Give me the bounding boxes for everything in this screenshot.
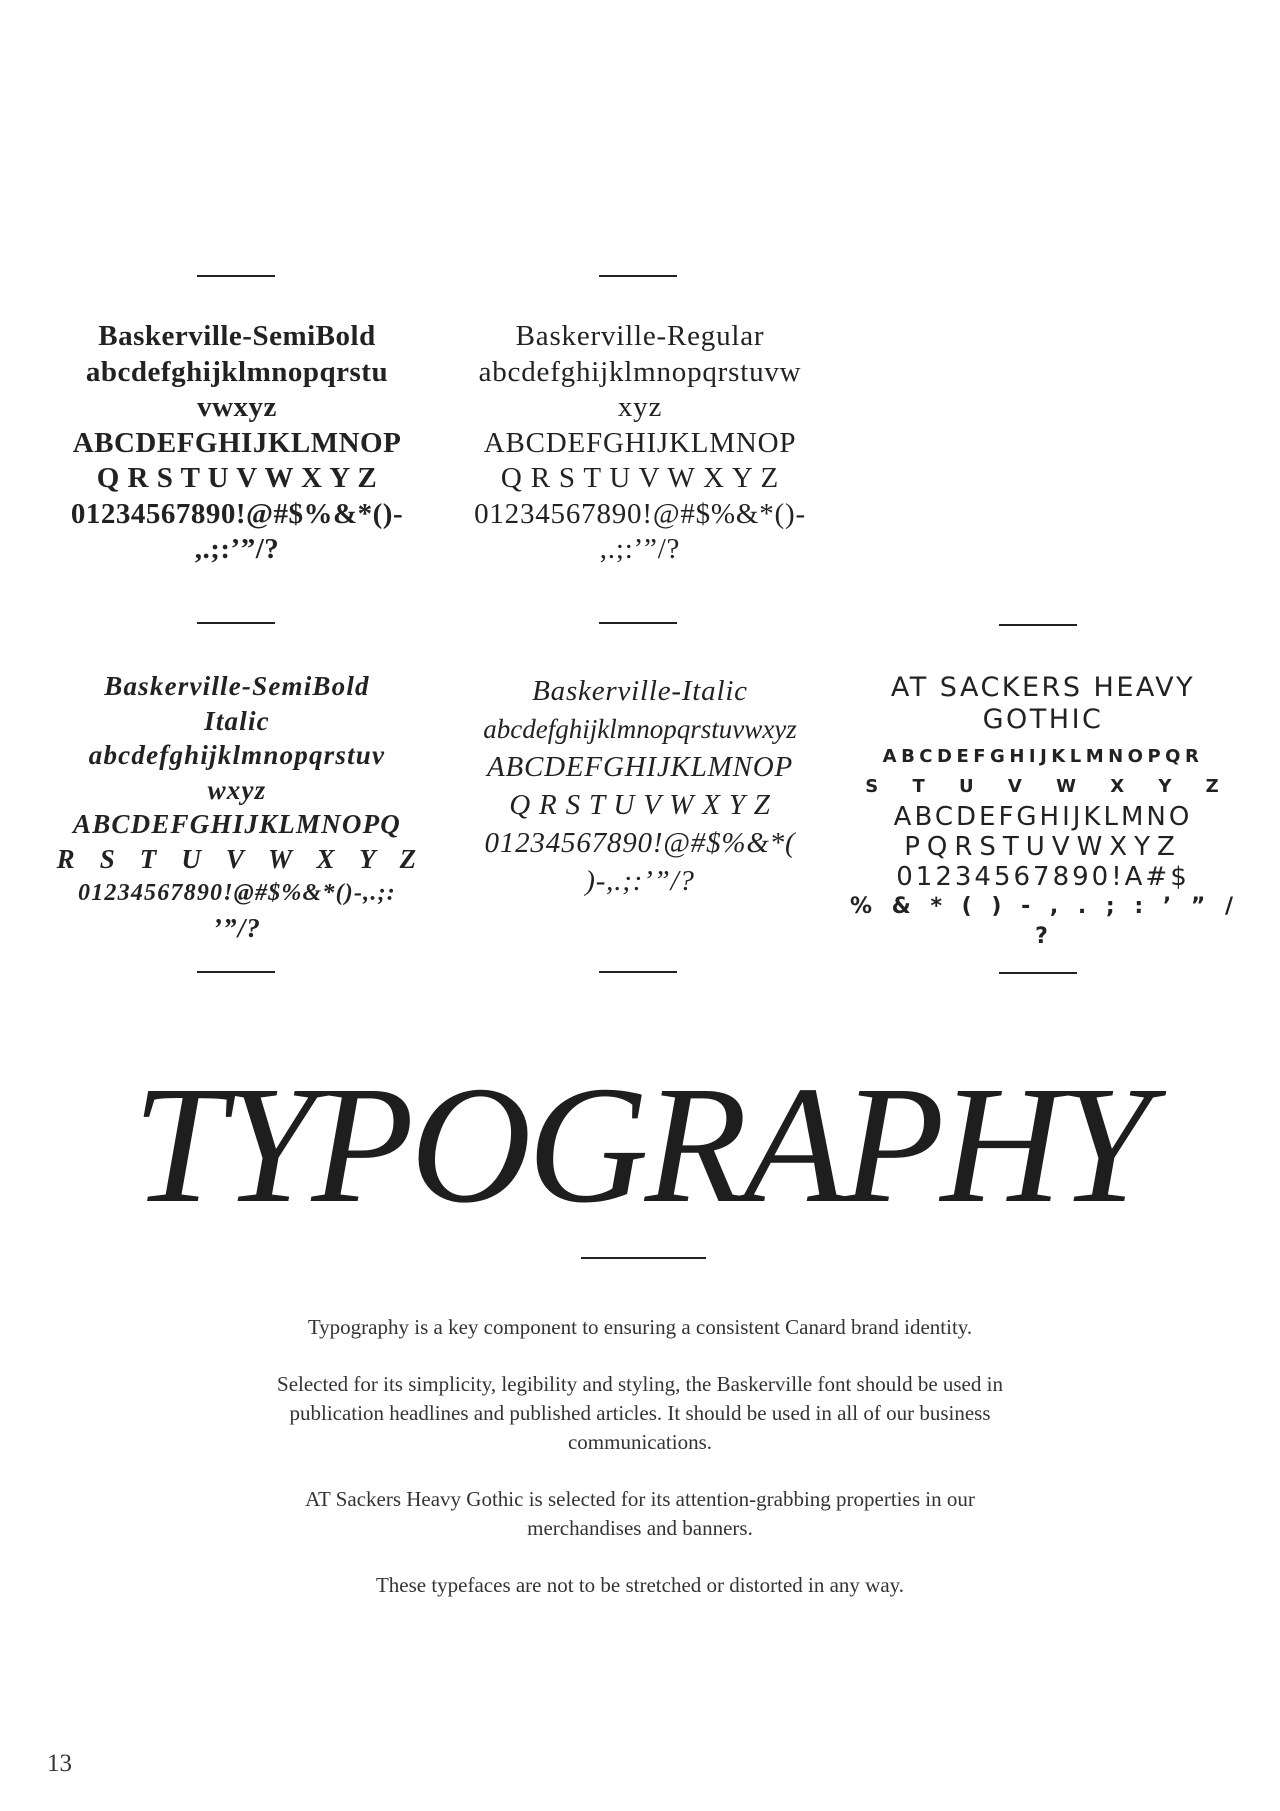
specimen-line: ABCDEFGHIJKLMNOP [483, 426, 797, 459]
specimen-baskerville-semibold [47, 319, 427, 568]
divider-rule [197, 275, 275, 277]
divider-rule [197, 971, 275, 973]
specimen-line: S T U V W X Y Z [865, 776, 1221, 797]
specimen-line: 01234567890!@#$%&*()- [70, 497, 404, 530]
specimen-line: abcdefghijklmnopqrstuv [88, 740, 386, 770]
specimen-baskerville-regular [450, 319, 830, 568]
specimen-line: 01234567890!@#$%&*()- [474, 497, 806, 530]
specimen-line: ABCDEFGHIJKLMNOP [487, 751, 793, 783]
paragraph: AT Sackers Heavy Gothic is selected for its attention-grabbing properties in our merchandises and banners. [305, 1487, 975, 1540]
divider-rule [581, 1257, 706, 1259]
specimen-line: 01234567890!@#$%&*()-,.;: [78, 880, 396, 906]
specimen-at-sackers-heavy-gothic [848, 672, 1238, 952]
specimen-line: abcdefghijklmnopqrstuvw [478, 355, 802, 388]
specimen-line: )-,.;:’”/? [585, 865, 695, 897]
divider-rule [599, 275, 677, 277]
specimen-line: ’”/? [212, 912, 262, 943]
specimen-line: Q R S T U V W X Y Z [96, 462, 378, 494]
divider-rule [599, 971, 677, 973]
page-title: TYPOGRAPHY [132, 1052, 1148, 1238]
specimen-line: 01234567890!@#$%&*( [484, 827, 796, 859]
specimen-line: wxyz [207, 774, 267, 805]
divider-rule [599, 622, 677, 624]
specimen-title: AT SACKERS HEAVY GOTHIC [890, 672, 1196, 735]
specimen-line: Q R S T U V W X Y Z [500, 462, 780, 494]
specimen-line: abcdefghijklmnopqrstuvwxyz [483, 714, 797, 744]
paragraph: Selected for its simplicity, legibility and styling, the Baskerville font should be used in publication headlines and published articles. It should be used in all of our business communications. [277, 1372, 1003, 1454]
specimen-line: R S T U V W X Y Z [56, 843, 418, 874]
divider-rule [999, 972, 1077, 974]
specimen-line: % & * ( ) - , . ; : ’ ” / ? [849, 894, 1237, 949]
specimen-line: xyz [617, 391, 663, 423]
specimen-line: Q R S T U V W X Y Z [509, 789, 771, 821]
specimen-line: vwxyz [197, 391, 277, 423]
specimen-baskerville-italic [450, 672, 830, 900]
specimen-baskerville-semibold-italic [47, 669, 427, 945]
specimen-title: Baskerville-SemiBold Italic [104, 671, 370, 736]
specimen-line: PQRSTUVWXYZ [904, 832, 1182, 862]
specimen-line: ABCDEFGHIJKLMNOPQR [882, 746, 1204, 767]
specimen-line: ABCDEFGHIJKLMNOPQ [73, 809, 401, 839]
body-copy [240, 1313, 1040, 1628]
specimen-line: ,.;:’”/? [194, 533, 280, 565]
specimen-title: Baskerville-Regular [515, 320, 765, 352]
page-number: 13 [47, 1750, 72, 1777]
specimen-line: ABCDEFGHIJKLMNOP [72, 426, 402, 459]
specimen-line: ABCDEFGHIJKLMNO [893, 802, 1193, 832]
specimen-line: ,.;:’”/? [599, 533, 681, 565]
specimen-line: 01234567890!A#$ [896, 862, 1190, 892]
divider-rule [999, 624, 1077, 626]
divider-rule [197, 622, 275, 624]
paragraph: These typefaces are not to be stretched or distorted in any way. [375, 1573, 905, 1597]
paragraph: Typography is a key component to ensuring a consistent Canard brand identity. [307, 1315, 973, 1339]
specimen-title: Baskerville-SemiBold [98, 320, 376, 352]
specimen-line: abcdefghijklmnopqrstu [85, 355, 389, 388]
specimen-title: Baskerville-Italic [532, 675, 748, 707]
